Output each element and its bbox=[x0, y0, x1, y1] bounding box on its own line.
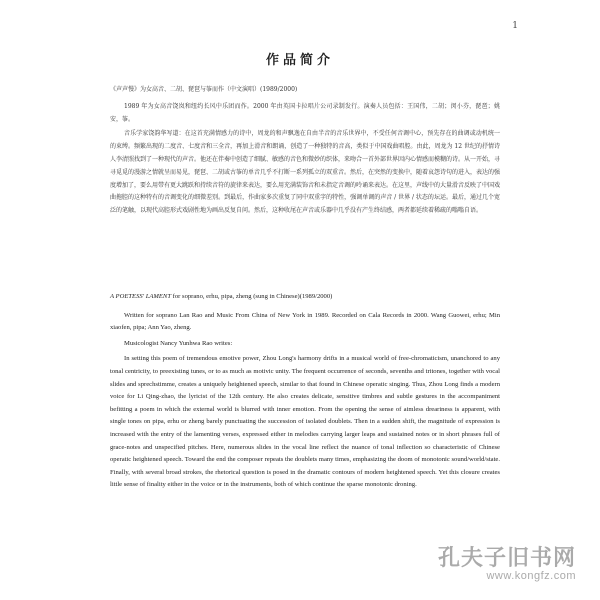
page-number: 1 bbox=[512, 21, 518, 31]
page-title: 作品简介 bbox=[265, 53, 334, 68]
english-paragraph-1: Written for soprano Lan Rao and Music From China of New York in 1989. Recorded on Cala Records in 2000. Wang Guowei, erhu; Min xiaofen, pipa; Ann Yao, zheng. bbox=[110, 311, 500, 332]
chinese-paragraph-2: 音乐学家饶韵华写道：在这首充满情感力的诗中，周龙的和声飘逸在自由半音的音乐世界中，不受任何音调中心，预先存在的曲调或动机统一的束缚。频繁出现的二度音、七度音和三全音，再加上滑音和朗诵，创造了一种独特的音高，类似于中国戏曲唱腔。由此，周龙为 12 世纪的抒情诗人李清照找到了一种现代的声音。他还在伴奏中创造了细腻、敏感的音色和微妙的织体，来吻合一首外部世界因内心情感而模糊的诗。从一开始，寻寻觅觅的漫游之情就呈而易见，琵琶、二胡或古筝的单音几乎不打断一系列孤立的双重音。然后，在突然的变换中，随着哀怨诗句的进入，表达的强度增加了，要么用带有更大跳跃和持续音符的旋律来表达，要么用充满装饰音和未指定音调的呤诵来表达。在这里，声线中的大量滑音反映了中国戏曲拖腔的这种特有的音调变化的细微差别。到最后，作曲家多次重复了同中双重字的特性，强调单调的声音 / 世界 / 状态的坛运。最后，通过几个宽泛的笔触，以现代高腔形式戏剧性地为画出反复自问。然后，这种收尾在声音或乐器中几乎没有产生终结感，两者都延续着稀疏的嗡嗡自语。 bbox=[110, 130, 501, 215]
english-work-line bbox=[110, 291, 500, 304]
english-work-instrumentation: for soprano, erhu, pipa, zheng (sung in Chinese)(1989/2000) bbox=[171, 293, 333, 300]
watermark-logo: 孔夫子旧书网 bbox=[437, 545, 576, 571]
chinese-paragraph-1: 1989 年为女高音饶岚和纽约长风中乐团而作。2000 年由英国卡拉唱片公司录制发行。演奏人员包括：王国伟，二胡；闵小芬，琵琶；姚安，筝。 bbox=[110, 102, 500, 123]
english-paragraph-3: In setting this poem of tremendous emotive power, Zhou Long's harmony drifts in a musical world of free-chromaticism, unanchored to any tonal centricity, to preexisting tunes, or to as much as motivic unity. The frequent occurrence of seconds, sevenths and tritones, together with vocal slides and sprechstimme, creates a uniquely heightened speech, similar to that found in Chinese operatic singing. Thus, Zhou Long finds a modern voice for Li Qing-zhao, the lyricist of the 12th century. He also creates delicate, sensitive timbres and subtle gestures in the accompaniment befitting a poem in which the external world is blurred with inner emotion. From the opening the sense of aimless dreariness is apparent, with single tones on pipa, erhu or zheng barely punctuating the succession of isolated doublets. Then in a sudden shift, the magnitude of expression is increased with the entry of the lamenting verses, expressed either in melodies carrying larger leaps and sustained notes or in short phrases full of grace-notes and unspecified pitches. Here, numerous slides in the vocal line reflect the nuance of tonal inflection so characteristic of Chinese operatic heightened speech. Toward the end the composer repeats the doublets many times, emphasizing the doom of monotonic sound/world/state. Finally, with several broad strokes, the rhetorical question is posed in the dramatic contours of modern heightened speech. Yet this closure creates little sense of finality either in the voice or in the instruments, both of which continue the sparse monotonic droning. bbox=[110, 355, 500, 489]
watermark-url: www.kongfz.com bbox=[486, 570, 576, 582]
watermark bbox=[438, 546, 576, 582]
chinese-introduction bbox=[110, 84, 500, 220]
english-introduction bbox=[110, 291, 500, 495]
english-work-title: A POETESS' LAMENT bbox=[110, 293, 172, 300]
english-paragraph-2: Musicologist Nancy Yunhwa Rao writes: bbox=[124, 339, 233, 347]
chinese-work-line: 《声声慢》为女高音、二胡、琵琶与筝而作（中文演唱）(1989/2000) bbox=[110, 86, 298, 93]
